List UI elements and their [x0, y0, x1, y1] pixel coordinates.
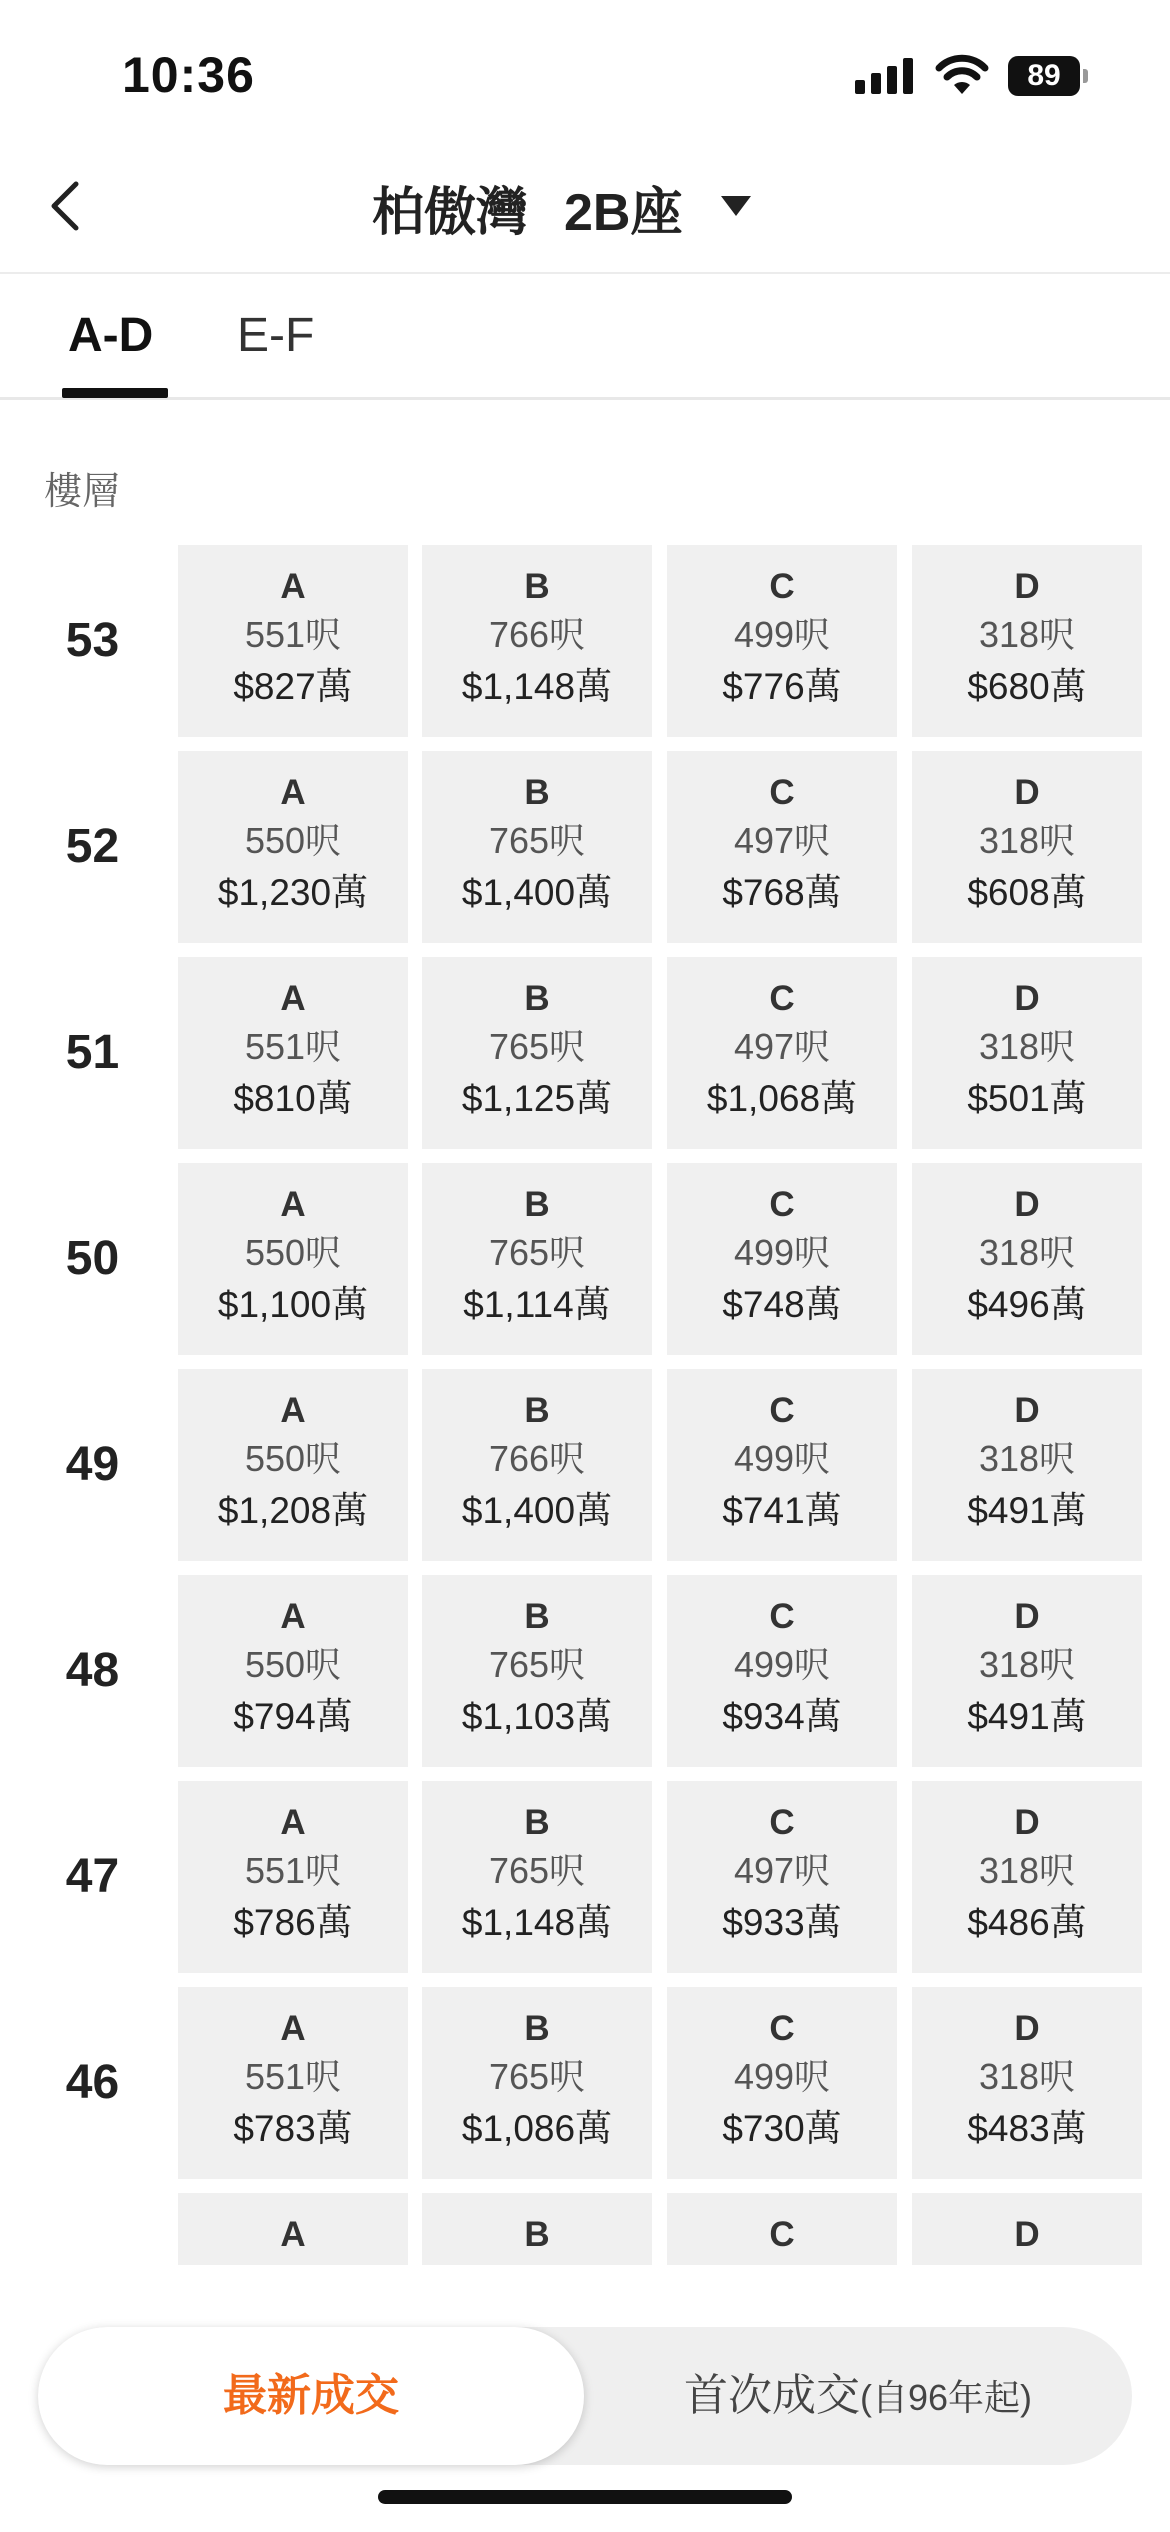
- unit-size: [912, 2257, 1142, 2265]
- unit-price: $483萬: [967, 2108, 1087, 2149]
- unit-size: 550呎: [244, 1232, 342, 1273]
- unit-cell[interactable]: [178, 1163, 408, 1355]
- unit-letter: A: [280, 567, 306, 606]
- unit-size: [422, 2257, 652, 2265]
- unit-letter: A: [280, 1391, 306, 1430]
- unit-cell[interactable]: [912, 2193, 1142, 2265]
- unit-price: $1,068萬: [706, 1078, 858, 1119]
- unit-size: 551呎: [244, 614, 342, 655]
- header: [0, 150, 1170, 274]
- unit-price: $1,148萬: [461, 1902, 613, 1943]
- unit-letter: C: [769, 2009, 795, 2048]
- unit-cell[interactable]: [178, 957, 408, 1149]
- unit-size: 765呎: [488, 1026, 586, 1067]
- unit-size: 766呎: [488, 1438, 586, 1479]
- floor-row: [0, 2193, 1170, 2265]
- unit-size: 765呎: [488, 2056, 586, 2097]
- floor-row: [0, 1369, 1170, 1561]
- first-transaction-note: (自96年起): [859, 2377, 1033, 2418]
- unit-size: 497呎: [733, 820, 831, 861]
- unit-cell[interactable]: [912, 957, 1142, 1149]
- page-title: 柏傲灣: [372, 183, 529, 242]
- unit-letter: C: [769, 1597, 795, 1636]
- unit-size: 499呎: [733, 1438, 831, 1479]
- battery-icon: [1008, 56, 1088, 96]
- unit-letter: B: [524, 773, 550, 812]
- unit-size: 551呎: [244, 1850, 342, 1891]
- unit-size: 318呎: [978, 1026, 1076, 1067]
- floor-number: [0, 2193, 185, 2265]
- caret-down-icon: [721, 196, 751, 218]
- unit-price: $827萬: [233, 666, 353, 707]
- unit-cell[interactable]: [667, 2193, 897, 2265]
- unit-size: 551呎: [244, 1026, 342, 1067]
- unit-letter: B: [524, 979, 550, 1018]
- unit-cell[interactable]: [912, 1781, 1142, 1973]
- unit-size: 550呎: [244, 1644, 342, 1685]
- unit-cell[interactable]: [178, 751, 408, 943]
- unit-size: 318呎: [978, 820, 1076, 861]
- unit-price: $783萬: [233, 2108, 353, 2149]
- unit-price: $1,230萬: [217, 872, 369, 913]
- unit-letter: D: [1014, 1803, 1040, 1842]
- unit-size: 551呎: [244, 2056, 342, 2097]
- unit-letter: C: [769, 773, 795, 812]
- floor-row: [0, 1575, 1170, 1767]
- unit-cell[interactable]: [667, 1781, 897, 1973]
- unit-cell[interactable]: [912, 1369, 1142, 1561]
- floor-number: 51: [65, 1026, 120, 1079]
- status-time: 10:36: [122, 47, 255, 103]
- unit-cell[interactable]: [667, 957, 897, 1149]
- unit-letter: A: [280, 773, 306, 812]
- unit-size: 318呎: [978, 1438, 1076, 1479]
- unit-price: $1,400萬: [461, 1490, 613, 1531]
- unit-cell[interactable]: [178, 2193, 408, 2265]
- unit-size: 499呎: [733, 1644, 831, 1685]
- unit-cell[interactable]: [422, 2193, 652, 2265]
- tab-e-f[interactable]: E-F: [237, 309, 315, 362]
- unit-price: $1,086萬: [461, 2108, 613, 2149]
- block-label: 2B座: [564, 183, 683, 242]
- unit-letter: D: [1014, 1597, 1040, 1636]
- unit-price: $1,400萬: [461, 872, 613, 913]
- unit-cell[interactable]: [422, 1163, 652, 1355]
- unit-price: $491萬: [967, 1696, 1087, 1737]
- unit-cell[interactable]: [422, 1781, 652, 1973]
- unit-letter: A: [280, 2009, 306, 2048]
- unit-size: 499呎: [733, 1232, 831, 1273]
- unit-price: $810萬: [233, 1078, 353, 1119]
- unit-letter: C: [769, 567, 795, 606]
- unit-price: $1,103萬: [461, 1696, 613, 1737]
- unit-size: 550呎: [244, 1438, 342, 1479]
- unit-cell[interactable]: [422, 545, 652, 737]
- unit-letter: D: [1014, 979, 1040, 1018]
- unit-letter: A: [280, 1185, 306, 1224]
- unit-price: $1,208萬: [217, 1490, 369, 1531]
- unit-letter: C: [769, 1803, 795, 1842]
- unit-price: $933萬: [722, 1902, 842, 1943]
- unit-cell[interactable]: [422, 1369, 652, 1561]
- back-icon[interactable]: [40, 174, 100, 238]
- unit-cell[interactable]: [667, 751, 897, 943]
- unit-letter: C: [769, 979, 795, 1018]
- unit-cell[interactable]: [912, 751, 1142, 943]
- unit-letter: A: [280, 2215, 306, 2254]
- unit-letter: C: [769, 1391, 795, 1430]
- unit-letter: D: [1014, 773, 1040, 812]
- unit-price: $748萬: [722, 1284, 842, 1325]
- battery-level: 89: [1008, 56, 1080, 96]
- first-transaction-button[interactable]: [584, 2327, 1132, 2465]
- floor-number: 49: [65, 1438, 120, 1491]
- unit-size: [667, 2257, 897, 2265]
- unit-cell[interactable]: [422, 957, 652, 1149]
- unit-size: 765呎: [488, 1850, 586, 1891]
- unit-letter: D: [1014, 2009, 1040, 2048]
- unit-size: 318呎: [978, 2056, 1076, 2097]
- unit-cell[interactable]: [912, 1575, 1142, 1767]
- unit-cell[interactable]: [178, 1369, 408, 1561]
- unit-cell[interactable]: [667, 1987, 897, 2179]
- unit-letter: A: [280, 1597, 306, 1636]
- tab-a-d[interactable]: A-D: [68, 309, 154, 362]
- unit-price: $501萬: [967, 1078, 1087, 1119]
- unit-size: 499呎: [733, 2056, 831, 2097]
- unit-letter: C: [769, 1185, 795, 1224]
- unit-price: $608萬: [967, 872, 1087, 913]
- unit-letter: B: [524, 1803, 550, 1842]
- unit-size: 497呎: [733, 1026, 831, 1067]
- floor-row: [0, 1781, 1170, 1973]
- unit-price: $1,148萬: [461, 666, 613, 707]
- unit-cell[interactable]: [422, 1987, 652, 2179]
- unit-size: 499呎: [733, 614, 831, 655]
- floor-number: 53: [65, 614, 120, 667]
- floor-number: 46: [65, 2056, 120, 2109]
- unit-cell[interactable]: [912, 545, 1142, 737]
- unit-cell[interactable]: [422, 1575, 652, 1767]
- floor-row: [0, 1163, 1170, 1355]
- unit-letter: D: [1014, 2215, 1040, 2254]
- unit-price: $486萬: [967, 1902, 1087, 1943]
- status-bar: [0, 0, 1170, 150]
- unit-size: 497呎: [733, 1850, 831, 1891]
- unit-price: $496萬: [967, 1284, 1087, 1325]
- unit-price: $1,114萬: [463, 1284, 611, 1325]
- unit-price: $741萬: [722, 1490, 842, 1531]
- unit-size: [178, 2257, 408, 2265]
- unit-letter: B: [524, 1391, 550, 1430]
- unit-price: $1,100萬: [217, 1284, 369, 1325]
- unit-letter: A: [280, 979, 306, 1018]
- unit-cell[interactable]: [178, 1575, 408, 1767]
- unit-cell[interactable]: [422, 751, 652, 943]
- unit-letter: B: [524, 2009, 550, 2048]
- unit-cell[interactable]: [178, 1781, 408, 1973]
- unit-size: 766呎: [488, 614, 586, 655]
- unit-cell[interactable]: [912, 1163, 1142, 1355]
- unit-letter: B: [524, 567, 550, 606]
- unit-size: 318呎: [978, 1644, 1076, 1685]
- floor-row: [0, 751, 1170, 943]
- building-selector[interactable]: [372, 172, 751, 242]
- wifi-icon: [935, 54, 989, 96]
- unit-letter: D: [1014, 567, 1040, 606]
- unit-letter: D: [1014, 1185, 1040, 1224]
- unit-letter: C: [769, 2215, 795, 2254]
- floor-number: 47: [65, 1850, 120, 1903]
- unit-cell[interactable]: [178, 1987, 408, 2179]
- unit-price: $1,125萬: [461, 1078, 613, 1119]
- unit-price: $680萬: [967, 666, 1087, 707]
- unit-letter: B: [524, 1597, 550, 1636]
- floor-header: 樓層: [44, 471, 121, 513]
- unit-tabs: [0, 276, 1170, 400]
- unit-letter: D: [1014, 1391, 1040, 1430]
- record-type-switch: [38, 2327, 1132, 2465]
- floor-number: 50: [65, 1232, 120, 1285]
- unit-price: $934萬: [722, 1696, 842, 1737]
- floor-row: [0, 1987, 1170, 2179]
- unit-cell[interactable]: [178, 545, 408, 737]
- unit-price: $786萬: [233, 1902, 353, 1943]
- unit-letter: A: [280, 1803, 306, 1842]
- first-transaction-label: 首次成交: [683, 2371, 860, 2420]
- signal-icon: [855, 58, 913, 94]
- unit-price: $794萬: [233, 1696, 353, 1737]
- unit-size: 765呎: [488, 1232, 586, 1273]
- floor-number: 52: [65, 820, 120, 873]
- unit-price: $730萬: [722, 2108, 842, 2149]
- floor-number: 48: [65, 1644, 120, 1697]
- unit-size: 550呎: [244, 820, 342, 861]
- unit-price: $491萬: [967, 1490, 1087, 1531]
- latest-transaction-button[interactable]: 最新成交: [38, 2327, 584, 2465]
- unit-price: $776萬: [722, 666, 842, 707]
- unit-letter: B: [524, 1185, 550, 1224]
- home-indicator: [378, 2490, 792, 2504]
- unit-cell[interactable]: [667, 545, 897, 737]
- unit-cell[interactable]: [667, 1369, 897, 1561]
- transaction-grid: [0, 545, 1170, 2265]
- active-tab-indicator: [62, 388, 168, 398]
- unit-price: $768萬: [722, 872, 842, 913]
- floor-row: [0, 957, 1170, 1149]
- unit-letter: B: [524, 2215, 550, 2254]
- unit-size: 765呎: [488, 1644, 586, 1685]
- unit-cell[interactable]: [667, 1575, 897, 1767]
- unit-size: 318呎: [978, 1232, 1076, 1273]
- unit-size: 765呎: [488, 820, 586, 861]
- unit-size: 318呎: [978, 614, 1076, 655]
- unit-cell[interactable]: [667, 1163, 897, 1355]
- floor-row: [0, 545, 1170, 737]
- unit-size: 318呎: [978, 1850, 1076, 1891]
- unit-cell[interactable]: [912, 1987, 1142, 2179]
